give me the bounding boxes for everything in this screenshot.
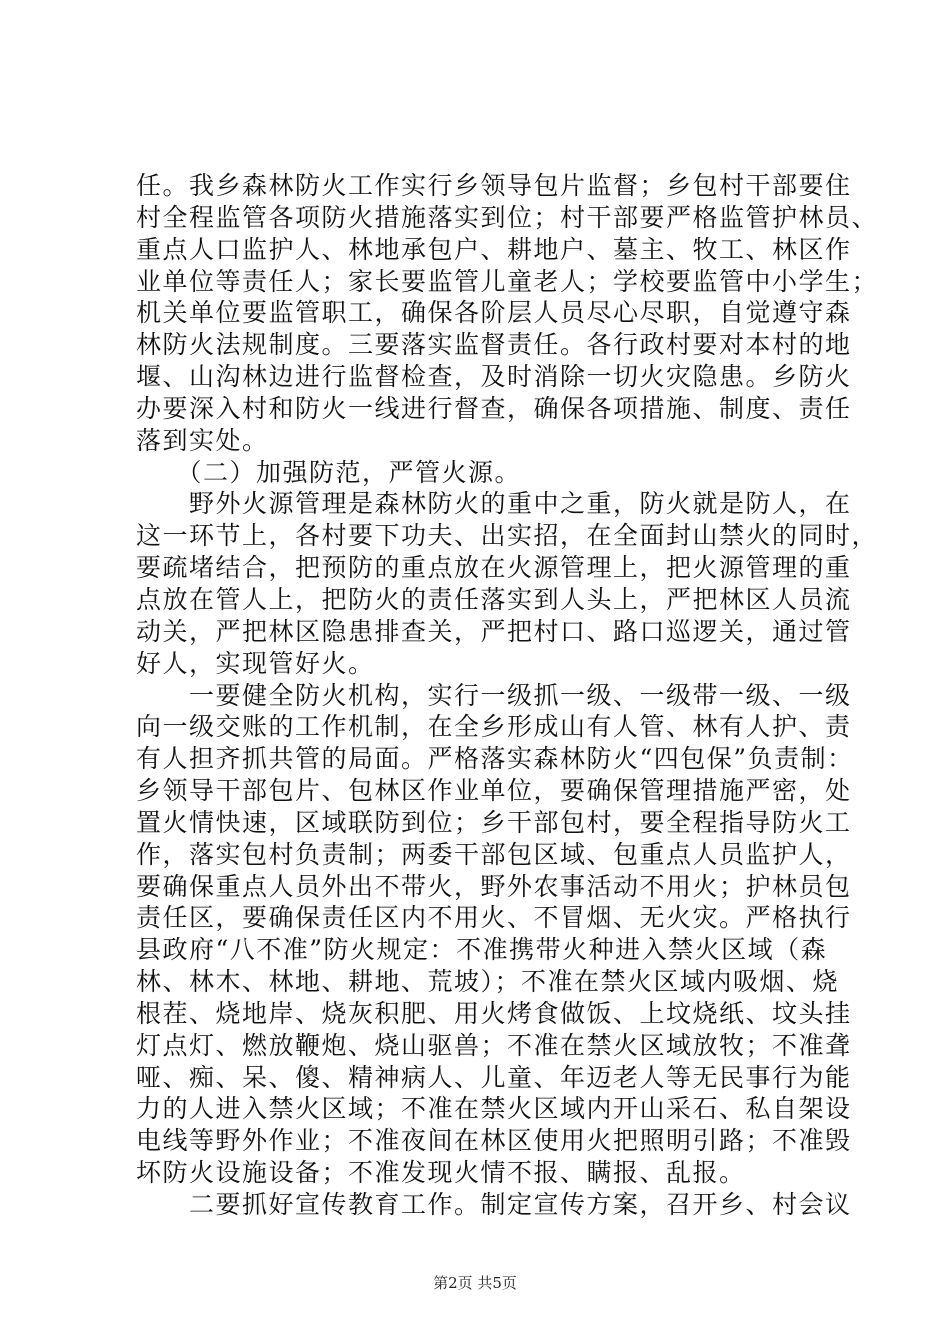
text-line: 二要抓好宣传教育工作。制定宣传方案，召开乡、村会议: [136, 1190, 852, 1219]
text-line: 乡领导干部包片、包林区作业单位，要确保管理措施严密，处: [136, 776, 852, 806]
text-line: 重点人口监护人、林地承包户、耕地户、墓主、牧工、林区作: [136, 234, 852, 264]
text-line: 根茬、烧地岸、烧灰积肥、用火烤食做饭、上坟烧纸、坟头挂: [136, 998, 852, 1028]
text-line: 要确保重点人员外出不带火，野外农事活动不用火；护林员包: [136, 871, 852, 901]
text-line: 灯点灯、燃放鞭炮、烧山驱兽；不准在禁火区域放牧；不准聋: [136, 1030, 852, 1060]
text-line: 点放在管人上，把防火的责任落实到人头上，严把林区人员流: [136, 584, 852, 614]
text-line: 有人担齐抓共管的局面。严格落实森林防火“四包保”负责制：: [136, 744, 854, 774]
text-line: 村全程监管各项防火措施落实到位；村干部要严格监管护林员、: [136, 202, 879, 232]
text-line: 一要健全防火机构，实行一级抓一级、一级带一级、一级: [136, 680, 852, 710]
text-line: 向一级交账的工作机制，在全乡形成山有人管、林有人护、责: [136, 712, 852, 742]
text-line: 作，落实包村负责制；两委干部包区域、包重点人员监护人，: [136, 839, 852, 869]
text-line: 林防火法规制度。三要落实监督责任。各行政村要对本村的地: [136, 330, 852, 360]
text-line: 哑、痴、呆、傻、精神病人、儿童、年迈老人等无民事行为能: [136, 1062, 852, 1092]
text-line: 林、林木、林地、耕地、荒坡）；不准在禁火区域内吸烟、烧: [136, 967, 840, 997]
text-line: 堰、山沟林边进行监督检查，及时消除一切火灾隐患。乡防火: [136, 362, 852, 392]
text-line: 县政府“八不准”防火规定：不准携带火种进入禁火区域（森: [136, 935, 828, 965]
text-line: 置火情快速，区域联防到位；乡干部包村，要全程指导防火工: [136, 807, 852, 837]
text-line: 野外火源管理是森林防火的重中之重，防火就是防人，在: [136, 489, 852, 519]
text-line: 电线等野外作业；不准夜间在林区使用火把照明引路；不准毁: [136, 1126, 852, 1156]
text-line: 好人，实现管好火。: [136, 648, 375, 678]
text-line: 业单位等责任人；家长要监管儿童老人；学校要监管中小学生；: [136, 266, 879, 296]
text-line: 动关，严把林区隐患排查关，严把村口、路口巡逻关，通过管: [136, 616, 852, 646]
text-line: 办要深入村和防火一线进行督查，确保各项措施、制度、责任: [136, 393, 852, 423]
page-number-footer: 第2页 共5页: [433, 1274, 517, 1292]
text-line: 坏防火设施设备；不准发现火情不报、瞒报、乱报。: [136, 1158, 746, 1188]
body-text: [136, 170, 879, 1221]
text-line: 落到实处。: [136, 425, 269, 455]
text-line: 力的人进入禁火区域；不准在禁火区域内开山采石、私自架设: [136, 1094, 852, 1124]
text-line: 任。我乡森林防火工作实行乡领导包片监督；乡包村干部要住: [136, 171, 852, 200]
text-line: 要疏堵结合，把预防的重点放在火源管理上，把火源管理的重: [136, 553, 852, 583]
section-heading: （二）加强防范，严管火源。: [136, 457, 522, 487]
text-line: 责任区，要确保责任区内不用火、不冒烟、无火灾。严格执行: [136, 903, 852, 933]
text-line: 机关单位要监管职工，确保各阶层人员尽心尽职，自觉遵守森: [136, 298, 852, 328]
text-line: 这一环节上，各村要下功夫、出实招，在全面封山禁火的同时，: [136, 521, 879, 551]
